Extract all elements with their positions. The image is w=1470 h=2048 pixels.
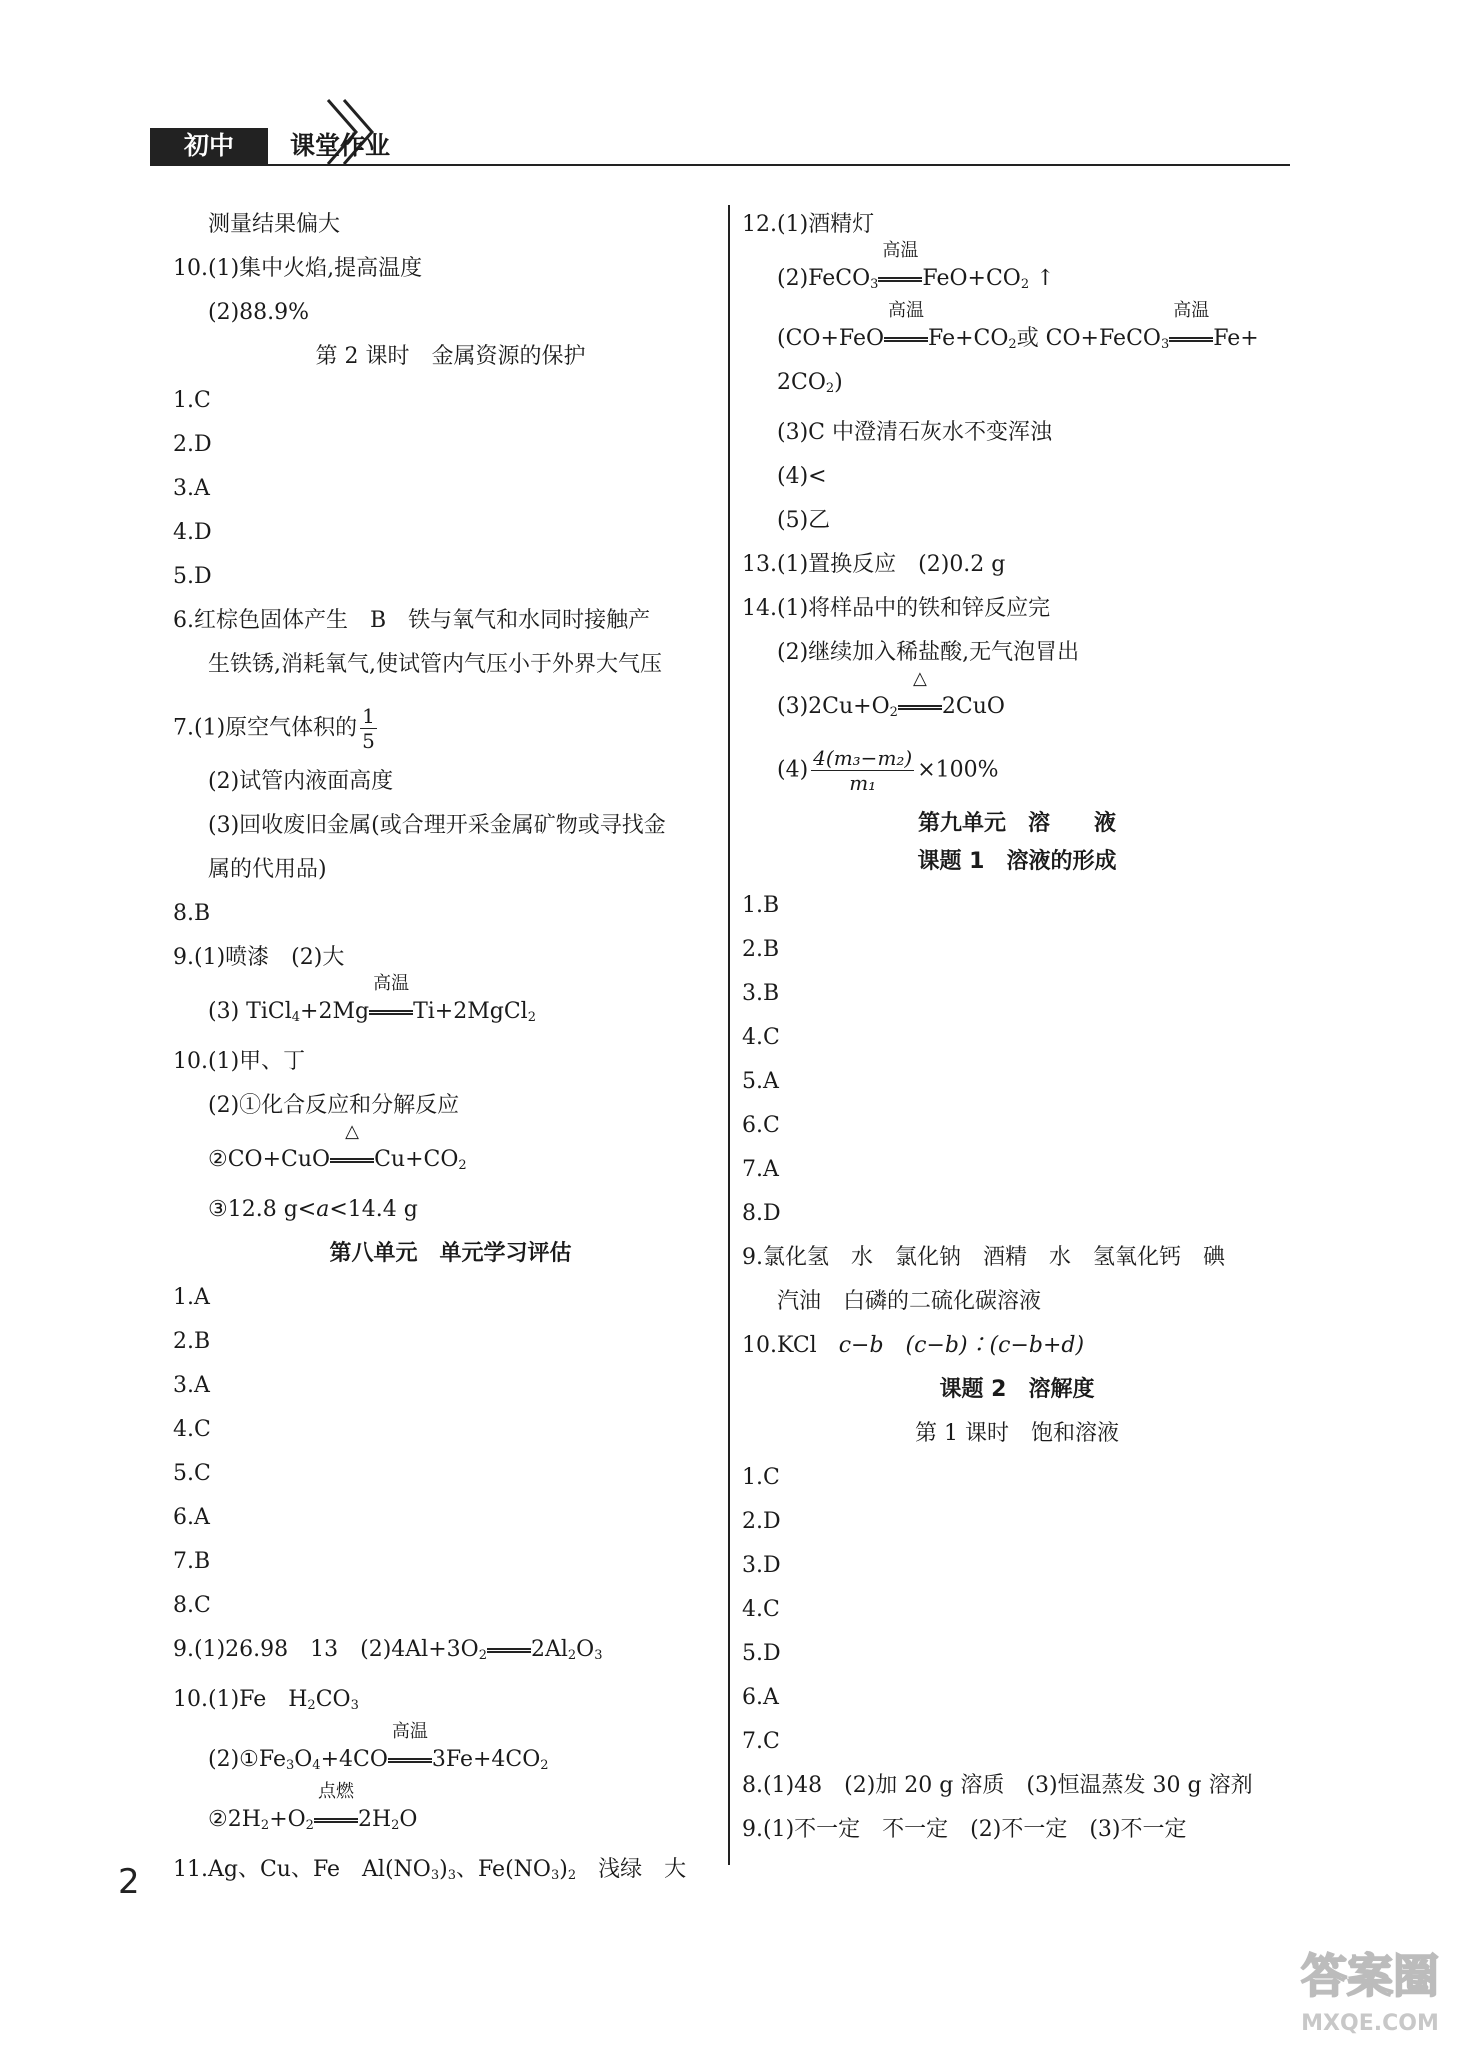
answer-line: 生铁锈,消耗氧气,使试管内气压小于外界大气压 bbox=[208, 652, 662, 677]
eq-part: 2Al bbox=[530, 1637, 568, 1662]
equation-line bbox=[173, 1635, 728, 1671]
answer-line: 6.A bbox=[173, 1505, 210, 1530]
reaction-condition bbox=[369, 973, 413, 1027]
fraction bbox=[811, 746, 914, 795]
equation-line bbox=[742, 240, 1292, 300]
eq-part: 10.(1)Fe H bbox=[173, 1687, 308, 1712]
subscript: 2 bbox=[527, 1010, 536, 1025]
answer-line: 4.C bbox=[173, 1417, 211, 1442]
eq-part: 10.KCl bbox=[742, 1333, 839, 1358]
eq-part: Fe+ bbox=[1213, 326, 1259, 351]
section-heading: 课题 2 溶解度 bbox=[939, 1377, 1095, 1402]
reaction-condition bbox=[487, 1635, 531, 1665]
answer-line: 6.红棕色固体产生 B 铁与氧气和水同时接触产 bbox=[173, 608, 651, 633]
eq-part: 9.(1)26.98 13 (2)4Al+3O bbox=[173, 1637, 479, 1662]
subscript: 3 bbox=[1160, 337, 1170, 352]
math-variable: a bbox=[316, 1197, 330, 1222]
answer-line: 6.C bbox=[742, 1113, 780, 1138]
equals-sign bbox=[330, 1158, 374, 1163]
answer-line: 10.(1)集中火焰,提高温度 bbox=[173, 256, 423, 281]
answer-line: 4.D bbox=[173, 520, 212, 545]
eq-part: (CO+FeO bbox=[777, 326, 885, 351]
eq-part: 2H bbox=[357, 1807, 392, 1832]
eq-part: Ti+2MgCl bbox=[413, 999, 528, 1024]
eq-part: (2)FeCO bbox=[777, 266, 871, 291]
answer-line: 7.B bbox=[173, 1549, 211, 1574]
reaction-condition bbox=[878, 240, 922, 294]
subscript: 2 bbox=[567, 1868, 577, 1883]
subscript: 2 bbox=[478, 1648, 487, 1663]
header-rule bbox=[150, 164, 1290, 166]
answer-line: 14.(1)将样品中的铁和锌反应完 bbox=[742, 596, 1051, 621]
subscript: 3 bbox=[594, 1648, 603, 1663]
answer-line: 9.(1)不一定 不一定 (2)不一定 (3)不一定 bbox=[742, 1817, 1187, 1842]
answer-line: 13.(1)置换反应 (2)0.2 g bbox=[742, 552, 1006, 577]
watermark-logo bbox=[1285, 1930, 1455, 2040]
answer-text: 7.(1)原空气体积的 bbox=[173, 715, 358, 741]
eq-part: 3Fe+4CO bbox=[431, 1747, 541, 1772]
subscript: 3 bbox=[870, 277, 879, 292]
equals-sign bbox=[314, 1818, 358, 1823]
reaction-condition bbox=[884, 300, 928, 354]
answer-line: (2)试管内液面高度 bbox=[208, 769, 394, 794]
reaction-condition bbox=[898, 668, 942, 722]
subscript: 4 bbox=[312, 1758, 321, 1773]
answer-line bbox=[742, 746, 1292, 795]
eq-part: +O bbox=[269, 1807, 306, 1832]
fraction-numerator: 4(m₃−m₂) bbox=[813, 746, 913, 770]
eq-part: <14.4 g bbox=[329, 1197, 418, 1222]
eq-part: 浅绿 大 bbox=[576, 1857, 687, 1882]
answer-line bbox=[742, 1331, 1292, 1361]
answer-line: 1.C bbox=[742, 1465, 780, 1490]
answer-line: 7.A bbox=[742, 1157, 779, 1182]
watermark-url: MXQE.COM bbox=[1301, 2011, 1439, 2036]
reaction-condition bbox=[1169, 300, 1213, 354]
subscript: 2 bbox=[567, 1648, 577, 1663]
answer-line: 8.B bbox=[173, 901, 211, 926]
answer-line bbox=[173, 1685, 728, 1721]
answer-line: 8.(1)48 (2)加 20 g 溶质 (3)恒温蒸发 30 g 溶剂 bbox=[742, 1773, 1253, 1798]
page-number: 2 bbox=[118, 1862, 140, 1902]
answer-line: 8.C bbox=[173, 1593, 211, 1618]
condition-label: 高温 bbox=[373, 973, 410, 994]
eq-part: ③12.8 g< bbox=[208, 1197, 317, 1222]
section-heading: 第八单元 单元学习评估 bbox=[329, 1241, 572, 1266]
answer-line: 5.D bbox=[742, 1641, 781, 1666]
condition-label: △ bbox=[345, 1121, 359, 1142]
answer-line: 1.B bbox=[742, 893, 780, 918]
equation-line bbox=[742, 668, 1292, 728]
subscript: 2 bbox=[825, 381, 835, 396]
answer-line: 9.(1)喷漆 (2)大 bbox=[173, 945, 345, 970]
math-expression: c−b (c−b)∶(c−b+d) bbox=[838, 1333, 1085, 1358]
equals-sign bbox=[1169, 337, 1213, 342]
answer-line: 1.C bbox=[173, 388, 211, 413]
answer-line: 12.(1)酒精灯 bbox=[742, 212, 875, 237]
subscript: 3 bbox=[430, 1868, 440, 1883]
eq-part: Cu+CO bbox=[374, 1147, 459, 1172]
answer-line: 10.(1)甲、丁 bbox=[173, 1049, 306, 1074]
subscript: 3 bbox=[550, 1868, 560, 1883]
eq-part: ②CO+CuO bbox=[208, 1147, 331, 1172]
subscript: 2 bbox=[1020, 277, 1030, 292]
subscript: 4 bbox=[291, 1010, 301, 1025]
eq-part: 11.Ag、Cu、Fe Al(NO bbox=[173, 1857, 431, 1882]
answer-line: 2.B bbox=[173, 1329, 211, 1354]
answer-line: 5.C bbox=[173, 1461, 211, 1486]
condition-label: 高温 bbox=[882, 240, 919, 261]
answer-line: (3)C 中澄清石灰水不变浑浊 bbox=[777, 420, 1052, 445]
subscript: 2 bbox=[260, 1818, 270, 1833]
equation-line bbox=[173, 1121, 728, 1181]
subscript: 2 bbox=[889, 705, 898, 720]
fraction-numerator: 1 bbox=[362, 704, 375, 728]
equation-line bbox=[173, 1721, 728, 1781]
watermark-text: 答案圈 bbox=[1301, 1949, 1439, 2003]
condition-label: 高温 bbox=[391, 1721, 428, 1742]
eq-part: 或 CO+FeCO bbox=[1016, 326, 1161, 351]
subscript: 2 bbox=[540, 1758, 549, 1773]
answer-line: (2)继续加入稀盐酸,无气泡冒出 bbox=[777, 640, 1080, 665]
condition-label: 点燃 bbox=[317, 1781, 354, 1802]
answer-line: 汽油 白磷的二硫化碳溶液 bbox=[777, 1289, 1042, 1314]
answer-line: (3)回收废旧金属(或合理开采金属矿物或寻找金 bbox=[208, 813, 666, 838]
equals-sign bbox=[898, 705, 942, 710]
gas-arrow-icon: ↑ bbox=[1036, 266, 1055, 291]
answer-line: 4.C bbox=[742, 1025, 780, 1050]
eq-part: O bbox=[399, 1807, 418, 1832]
eq-part: 2CuO bbox=[941, 694, 1005, 719]
eq-part: Fe+CO bbox=[928, 326, 1009, 351]
subscript: 2 bbox=[305, 1818, 314, 1833]
equation-line bbox=[173, 1781, 728, 1841]
reaction-condition bbox=[314, 1781, 358, 1835]
eq-part: +4CO bbox=[320, 1747, 388, 1772]
answer-line: 5.D bbox=[173, 564, 212, 589]
answer-line: 2.D bbox=[173, 432, 212, 457]
section-heading: 第九单元 溶 液 bbox=[917, 811, 1116, 836]
eq-part: (3)2Cu+O bbox=[777, 694, 890, 719]
eq-part: 、Fe(NO bbox=[456, 1857, 551, 1882]
equation-line bbox=[173, 973, 728, 1033]
condition-label: 高温 bbox=[888, 300, 925, 321]
subscript: 3 bbox=[447, 1868, 456, 1883]
eq-part: 2CO bbox=[777, 370, 826, 395]
fraction bbox=[360, 704, 377, 753]
answer-line bbox=[173, 704, 728, 753]
answer-line: (2)①化合反应和分解反应 bbox=[208, 1093, 460, 1118]
section-heading: 第 2 课时 金属资源的保护 bbox=[315, 344, 586, 369]
reaction-condition bbox=[330, 1121, 374, 1175]
eq-part: O bbox=[294, 1747, 313, 1772]
subscript: 2 bbox=[307, 1698, 316, 1713]
header-title: 课堂作业 bbox=[290, 131, 391, 160]
reaction-condition bbox=[388, 1721, 432, 1775]
answer-line bbox=[173, 1195, 728, 1225]
equals-sign bbox=[369, 1010, 413, 1015]
answer-line: 属的代用品) bbox=[208, 857, 327, 882]
answer-line: 2.D bbox=[742, 1509, 781, 1534]
answer-line: 2.B bbox=[742, 937, 780, 962]
condition-label: △ bbox=[913, 668, 927, 689]
eq-part: CO bbox=[315, 1687, 351, 1712]
section-heading: 第 1 课时 饱和溶液 bbox=[915, 1421, 1119, 1446]
subscript: 3 bbox=[285, 1758, 295, 1773]
condition-label: 高温 bbox=[1173, 300, 1210, 321]
equals-sign bbox=[388, 1758, 432, 1763]
answer-line: 3.B bbox=[742, 981, 780, 1006]
eq-part: O bbox=[576, 1637, 595, 1662]
subscript: 2 bbox=[458, 1158, 467, 1173]
section-heading: 课题 1 溶液的形成 bbox=[917, 849, 1117, 874]
equals-sign bbox=[487, 1648, 531, 1653]
answer-line: 测量结果偏大 bbox=[208, 212, 341, 237]
answer-line: 3.D bbox=[742, 1553, 781, 1578]
fraction-denominator: m₁ bbox=[849, 771, 877, 795]
subscript: 2 bbox=[1008, 337, 1017, 352]
eq-part: ②2H bbox=[208, 1807, 261, 1832]
answer-line: 6.A bbox=[742, 1685, 779, 1710]
page-header bbox=[150, 98, 1290, 168]
answer-line: 5.A bbox=[742, 1069, 779, 1094]
eq-part: FeO+CO bbox=[922, 266, 1021, 291]
answer-line: 7.C bbox=[742, 1729, 780, 1754]
right-column bbox=[742, 210, 1292, 1842]
grade-badge: 初中 bbox=[150, 128, 268, 164]
answer-line: 3.A bbox=[173, 476, 210, 501]
equation-line bbox=[742, 368, 1292, 404]
subscript: 2 bbox=[391, 1818, 400, 1833]
eq-part: ) bbox=[834, 370, 843, 395]
eq-part: +2Mg bbox=[300, 999, 370, 1024]
eq-part: (3) TiCl bbox=[208, 999, 292, 1024]
answer-line: 9.氯化氢 水 氯化钠 酒精 水 氢氧化钙 碘 bbox=[742, 1245, 1225, 1270]
answer-line: 8.D bbox=[742, 1201, 781, 1226]
answer-line: (5)乙 bbox=[777, 508, 831, 533]
answer-line: 1.A bbox=[173, 1285, 210, 1310]
eq-part: ) bbox=[439, 1857, 448, 1882]
eq-part: ) bbox=[559, 1857, 568, 1882]
eq-part: ×100% bbox=[917, 757, 999, 783]
answer-line: (4)< bbox=[777, 464, 827, 489]
answer-line: (2)88.9% bbox=[208, 300, 310, 325]
answer-line bbox=[173, 1855, 728, 1891]
left-column bbox=[173, 210, 728, 1883]
equals-sign bbox=[884, 337, 928, 342]
eq-part: (2)①Fe bbox=[208, 1747, 286, 1772]
subscript: 3 bbox=[350, 1698, 359, 1713]
eq-part: (4) bbox=[777, 757, 809, 783]
answer-line: 3.A bbox=[173, 1373, 210, 1398]
answer-line: 4.C bbox=[742, 1597, 780, 1622]
fraction-denominator: 5 bbox=[362, 729, 375, 753]
equals-sign bbox=[878, 277, 922, 282]
equation-line bbox=[742, 300, 1292, 360]
column-divider bbox=[728, 205, 730, 1865]
